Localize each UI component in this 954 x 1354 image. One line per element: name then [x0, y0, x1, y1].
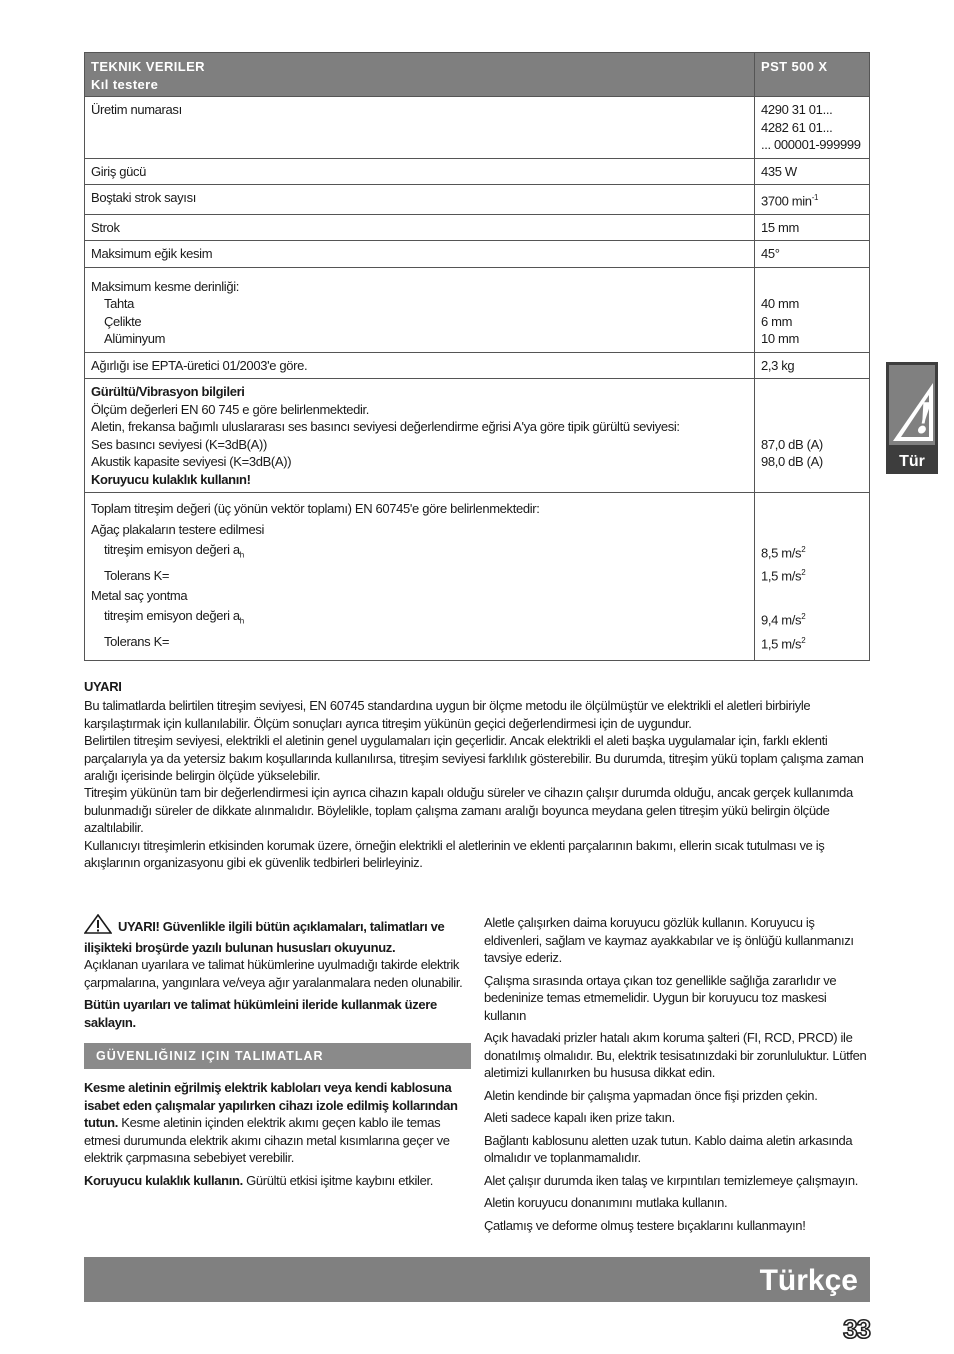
warning-paragraph: Belirtilen titreşim seviyesi, elektrikli el aletinin genel uygulamaları için geçerlidir. Ancak elektrikli el aleti başka uygulamalar için, farklı eklenti parçalarıyla ya da yetersiz bakım koşullarında kullanılırsa, titreşim seviyesi farklılık gösterebilir. Bu durumda, titreşim yükü toplam çalışma zaman aralığı içerisinde belirgin ölçüde yükselebilir.: [84, 733, 864, 784]
page-number: 33: [843, 1314, 870, 1344]
row-label: Boştaki strok sayısı: [85, 185, 755, 215]
table-row: [85, 97, 870, 159]
language-tab-label: Tür: [899, 453, 925, 470]
table-row: [85, 214, 870, 241]
safety-warning-text: Açıklanan uyarılara ve talimat hükümlerine uyulmadığı takirde elektrik çarpmalarına, yangınlara ve/veya ağır yaralanmalara neden olunabilir.: [84, 957, 463, 990]
value-line: 6 mm: [761, 313, 793, 329]
value-line: [761, 563, 863, 587]
noise-line: Aletin, frekansa bağımlı uluslararası ses basıncı seviyesi değerlendirme eğrisi A'ya göre tipik gürültü seviyesi:: [91, 419, 680, 435]
value-line: 4282 61 01...: [761, 119, 833, 135]
noise-info: [85, 379, 755, 493]
material-item: Alüminyum: [104, 331, 166, 347]
vibration-text: titreşim emisyon değeri a: [104, 541, 240, 557]
row-label: Giriş gücü: [85, 158, 755, 185]
value-text: 1,5 m/s: [761, 635, 802, 651]
value-line: 10 mm: [761, 331, 799, 347]
header-subtitle: Kıl testere: [91, 76, 159, 92]
header-title: TEKNIK VERILER: [91, 59, 205, 74]
material-item: Çelikte: [104, 313, 142, 329]
ear-instruction-text: Gürültü etkisi işitme kaybını etkiler.: [246, 1172, 433, 1188]
noise-line: Akustik kapasite seviyesi (K=3dB(A)): [91, 454, 292, 470]
subscript: h: [239, 616, 244, 626]
warning-paragraph: Titreşim yükünün tam bir değerlendirmesi için ayrıca cihazın kapalı olduğu süreler ve cihazın çalışır durumda olduğu, ancak gerçek kullanımda bulunmadığı süreler de dikkate alınmalıdır. Böylelikle, toplam çalışma zamanı aralığı boyunca meydana gelen titreşim yükü belirgin ölçüde azaltılabilir.: [84, 785, 853, 836]
warning-triangle-icon: [84, 914, 112, 939]
superscript: 2: [801, 544, 806, 554]
row-value: [755, 97, 870, 159]
row-label: Maksimum eğik kesim: [85, 241, 755, 268]
noise-values: [755, 379, 870, 493]
row-value: [755, 267, 870, 352]
noise-line: Ölçüm değerleri EN 60 745 e göre belirlenmektedir.: [91, 401, 370, 417]
vibration-line: Tolerans K=: [104, 633, 170, 649]
instruction: Açık havadaki prizler hatalı akım koruma şalteri (FI, RCD, PRCD) ile donatılmış olmalıdır. Bu, elektrik tesisatınızdaki bir zorunluluktur. Lütfen aletimizi kullanırken bu hususa dikkat edin.: [484, 1030, 867, 1080]
row-label: Strok: [85, 214, 755, 241]
value-text: 1,5 m/s: [761, 568, 802, 584]
vibration-text: titreşim emisyon değeri a: [104, 607, 240, 623]
table-header-title: [85, 53, 755, 97]
table-row: [85, 352, 870, 379]
section-band: GÜVENLIĞINIZ IÇIN TALIMATLAR: [84, 1043, 471, 1069]
value-line: ... 000001-999999: [761, 137, 861, 152]
subscript: h: [239, 550, 244, 560]
value-line: [761, 631, 863, 655]
right-column: [484, 914, 870, 1239]
row-value: 435 W: [755, 158, 870, 185]
table-row: [85, 241, 870, 268]
table-row: [85, 267, 870, 352]
noise-line: Ses basıncı seviyesi (K=3dB(A)): [91, 436, 267, 452]
warning-paragraph: Kullanıcıyı titreşimlerin etkisinden korumak üzere, örneğin elektrikli el aletlerinin ve eklenti parçalarının bakımı, ellerin sıcak tutulması ve iş akışlarının organizasyonu gibi ek güvenlik tedbirleri belirleyiniz.: [84, 837, 825, 871]
value-superscript: -1: [811, 193, 819, 202]
instruction: Aletin koruyucu donanımını mutlaka kullanın.: [484, 1195, 728, 1210]
value-text: 3700 min: [761, 193, 812, 209]
warning-section: [84, 678, 870, 871]
table-row: [85, 158, 870, 185]
instruction: Alet çalışır durumda iken talaş ve kırpıntıları temizlemeye çalışmayın.: [484, 1172, 858, 1188]
vibration-values: [755, 493, 870, 661]
footer-language-bar: [84, 1257, 870, 1302]
svg-text:!: !: [915, 394, 934, 443]
vibration-line: [91, 606, 748, 632]
cut-instruction-text: Kesme aletinin içinden elektrik akımı geçen kablo ile temas etmesi durumunda elektrik akımı cihazın metal kısımlarına geçer ve elektrik çarpmasına sebebiyet verebilir.: [84, 1115, 450, 1165]
row-value: 2,3 kg: [755, 352, 870, 379]
ear-instruction-bold: Koruyucu kulaklık kullanın.: [84, 1172, 243, 1188]
cut-instruction: [84, 1079, 471, 1167]
row-value: 15 mm: [755, 214, 870, 241]
footer-language: Türkçe: [759, 1264, 858, 1297]
vibration-line: Ağaç plakaların testere edilmesi: [91, 521, 265, 537]
superscript: 2: [801, 612, 806, 621]
vibration-line: [91, 540, 748, 566]
table-header-model: PST 500 X: [755, 53, 870, 97]
keep-instructions: [84, 996, 471, 1031]
instruction: Çatlamış ve deforme olmuş testere bıçaklarını kullanmayın!: [484, 1217, 806, 1233]
vibration-line: Toplam titreşim değeri (üç yönün vektör toplamı) EN 60745'e göre belirlenmektedir:: [91, 501, 540, 517]
row-value: [755, 185, 870, 215]
instruction: Bağlantı kablosunu aletten uzak tutun. Kablo daima aletin arkasında olmalıdır ve toplanmamalıdır.: [484, 1132, 853, 1165]
ear-instruction: [84, 1172, 471, 1190]
warning-heading: UYARI: [84, 679, 122, 694]
safety-warning: [84, 914, 471, 991]
row-value: 45°: [755, 241, 870, 268]
keep-instructions-text: Bütün uyarıları ve talimat hükümleini ileride kullanmak üzere saklayın.: [84, 997, 437, 1030]
value-line: 4290 31 01...: [761, 102, 833, 117]
row-label: Ağırlığı ise EPTA-üretici 01/2003'e göre.: [85, 352, 755, 379]
instruction: Aletle çalışırken daima koruyucu gözlük kullanın. Koruyucu iş eldivenleri, sağlam ve kaymaz ayakkabılar ve iş önlüğü kullanmanızı tavsiye ederiz.: [484, 915, 854, 965]
cut-instruction-bold: Kesme aletinin eğrilmiş elektrik kabloları veya kendi kablosuna isabet eden çalışmalar yapılırken cihazı izole edilmiş kollarından tutun.: [84, 1080, 458, 1130]
value-line: 40 mm: [761, 296, 799, 312]
table-header-row: [85, 53, 870, 97]
value-line: 98,0 dB (A): [761, 454, 823, 470]
safety-warning-bold: UYARI! Güvenlikle ilgili bütün açıklamaları, talimatları ve ilişikteki broşürde yazılı bulunan hususları okuyunuz.: [84, 919, 445, 955]
value-text: 8,5 m/s: [761, 545, 802, 561]
value-line: [761, 540, 863, 564]
row-label: [85, 267, 755, 352]
superscript: 2: [801, 568, 806, 578]
warning-paragraph: Bu talimatlarda belirtilen titreşim seviyesi, EN 60745 standardına uygun bir ölçme metodu ile ölçülmüştür ve elektrikli el aletleri birbiriyle karşılaştırmak için kullanılabilir. Ölçüm sonuçları ayrıca titreşim yükünün geçici değerlendirmesi için de uygundur.: [84, 698, 811, 731]
instruction: Çalışma sırasında ortaya çıkan toz genellikle sağlığa zararlıdır ve bedeninize temas etmemelidir. Uygun bir koruyucu toz maskesi kullanın: [484, 972, 837, 1023]
superscript: 2: [801, 635, 806, 645]
instruction: Aleti sadece kapalı iken prize takın.: [484, 1110, 675, 1125]
warning-triangle-icon: [889, 365, 935, 445]
value-line: 87,0 dB (A): [761, 436, 823, 452]
noise-title: Gürültü/Vibrasyon bilgileri: [91, 384, 245, 400]
vibration-line: Metal saç yontma: [91, 587, 188, 603]
cut-depth-label: Maksimum kesme derinliği:: [91, 278, 240, 294]
vibration-line: Tolerans K=: [104, 567, 170, 583]
value-text: 9,4 m/s: [761, 612, 802, 628]
noise-warning: Koruyucu kulaklık kullanın!: [91, 471, 251, 487]
table-row-noise: [85, 379, 870, 493]
value-line: [761, 607, 863, 631]
language-tab: [886, 362, 938, 474]
left-column: [84, 914, 471, 1194]
material-item: Tahta: [104, 296, 135, 312]
row-label: Üretim numarası: [85, 97, 755, 159]
table-row-vibration: [85, 493, 870, 661]
table-row: [85, 185, 870, 215]
vibration-info: [85, 493, 755, 661]
tech-data-table: [84, 52, 870, 661]
instruction: Aletin kendinde bir çalışma yapmadan önce fişi prizden çekin.: [484, 1087, 818, 1103]
